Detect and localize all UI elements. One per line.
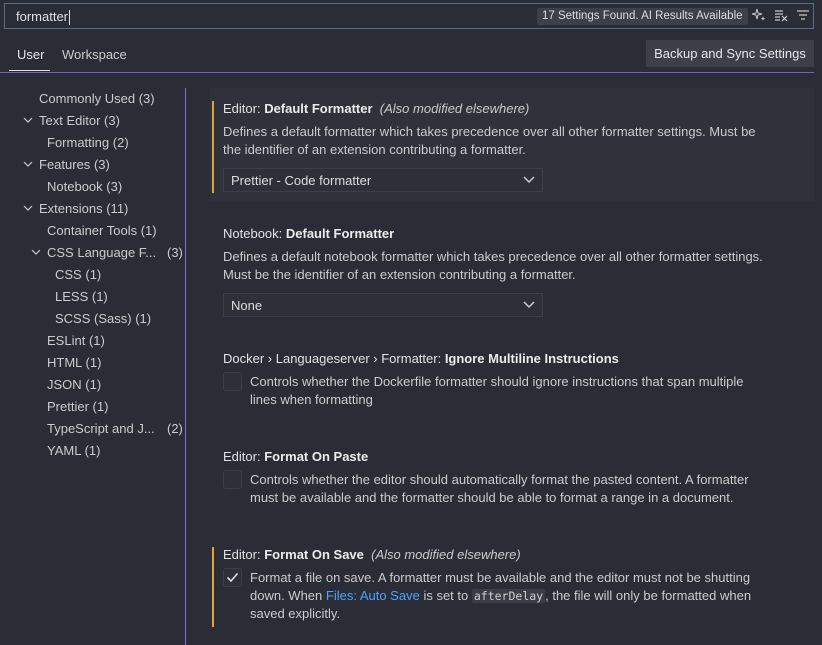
results-count-badge: 17 Settings Found. AI Results Available xyxy=(537,8,748,25)
toc-item-commonly-used[interactable]: Commonly Used (3) xyxy=(39,91,155,106)
format-on-paste-checkbox[interactable] xyxy=(223,470,242,489)
text-caret xyxy=(69,10,70,25)
toc-item-less[interactable]: LESS (1) xyxy=(55,289,108,304)
setting-description: Controls whether the Dockerfile formatter should ignore instructions that span multiple lines when formatting xyxy=(250,374,744,407)
setting-description: Defines a default formatter which takes precedence over all other formatter settings. Must be the identifier of an extension contributing a formatter. xyxy=(223,124,756,157)
toc-item-typescript-count: (2) xyxy=(167,421,183,436)
setting-title: Editor: Default Formatter (Also modified elsewhere) xyxy=(223,101,530,116)
chevron-down-icon[interactable] xyxy=(23,204,33,212)
setting-title: Editor: Format On Paste xyxy=(223,449,369,464)
modified-indicator xyxy=(212,101,214,193)
toc-item-text-editor[interactable]: Text Editor (3) xyxy=(39,113,120,128)
chevron-down-icon xyxy=(522,172,536,186)
filter-icon[interactable] xyxy=(794,8,812,26)
search-box[interactable] xyxy=(4,3,814,29)
toc-item-typescript-javascript[interactable]: TypeScript and J... xyxy=(47,421,155,436)
toc-item-yaml[interactable]: YAML (1) xyxy=(47,443,101,458)
chevron-down-icon[interactable] xyxy=(23,160,33,168)
notebook-formatter-select[interactable]: None xyxy=(223,293,543,317)
toc-item-container-tools[interactable]: Container Tools (1) xyxy=(47,223,157,238)
modified-indicator xyxy=(212,547,214,627)
toc-item-html[interactable]: HTML (1) xyxy=(47,355,102,370)
toc-item-formatting[interactable]: Formatting (2) xyxy=(47,135,129,150)
toc-item-css-language-features-count: (3) xyxy=(167,245,183,260)
format-on-save-checkbox[interactable] xyxy=(223,568,242,587)
toc-item-extensions[interactable]: Extensions (11) xyxy=(39,201,129,216)
chevron-down-icon[interactable] xyxy=(23,116,33,124)
tabs-divider xyxy=(0,72,814,73)
default-formatter-select[interactable]: Prettier - Code formatter xyxy=(223,168,543,192)
toc-item-css[interactable]: CSS (1) xyxy=(55,267,102,282)
setting-description: Defines a default notebook formatter which takes precedence over all other formatter settings. Must be the identifier of an extension contributing a formatter. xyxy=(223,249,763,282)
toc-item-features[interactable]: Features (3) xyxy=(39,157,110,172)
sparkle-icon[interactable] xyxy=(750,8,768,26)
active-tab-indicator xyxy=(9,70,50,71)
tab-workspace[interactable]: Workspace xyxy=(62,47,127,62)
setting-title: Notebook: Default Formatter xyxy=(223,226,395,241)
chevron-down-icon[interactable] xyxy=(31,248,41,256)
search-input[interactable]: formatter xyxy=(16,9,69,24)
tab-user[interactable]: User xyxy=(17,47,45,62)
toc-item-scss[interactable]: SCSS (Sass) (1) xyxy=(55,311,152,326)
checkmark-icon xyxy=(226,571,239,584)
code-value: afterDelay xyxy=(473,589,544,603)
files-auto-save-link[interactable]: Files: Auto Save xyxy=(325,588,420,603)
setting-description: Format a file on save. A formatter must be available and the editor must not be shutting down. When Files: Auto Save is set to afterDelay , the file will only be formatted when saved explicitly. xyxy=(250,570,752,621)
docker-ignore-multiline-checkbox[interactable] xyxy=(223,372,242,391)
toc-item-css-language-features[interactable]: CSS Language F... xyxy=(47,245,157,260)
toc-divider xyxy=(185,88,186,645)
toc-item-json[interactable]: JSON (1) xyxy=(47,377,102,392)
backup-sync-button[interactable]: Backup and Sync Settings xyxy=(646,40,814,67)
setting-title: Editor: Format On Save (Also modified elsewhere) xyxy=(223,547,521,562)
toc-item-eslint[interactable]: ESLint (1) xyxy=(47,333,105,348)
setting-title: Docker › Languageserver › Formatter: Ignore Multiline Instructions xyxy=(223,351,619,366)
clear-filter-icon[interactable] xyxy=(772,8,790,26)
chevron-down-icon xyxy=(522,297,536,311)
toc-item-notebook[interactable]: Notebook (3) xyxy=(47,179,123,194)
setting-description: Controls whether the editor should automatically format the pasted content. A formatter must be available and the formatter should be able to format a range in a document. xyxy=(250,472,749,505)
toc-item-prettier[interactable]: Prettier (1) xyxy=(47,399,109,414)
